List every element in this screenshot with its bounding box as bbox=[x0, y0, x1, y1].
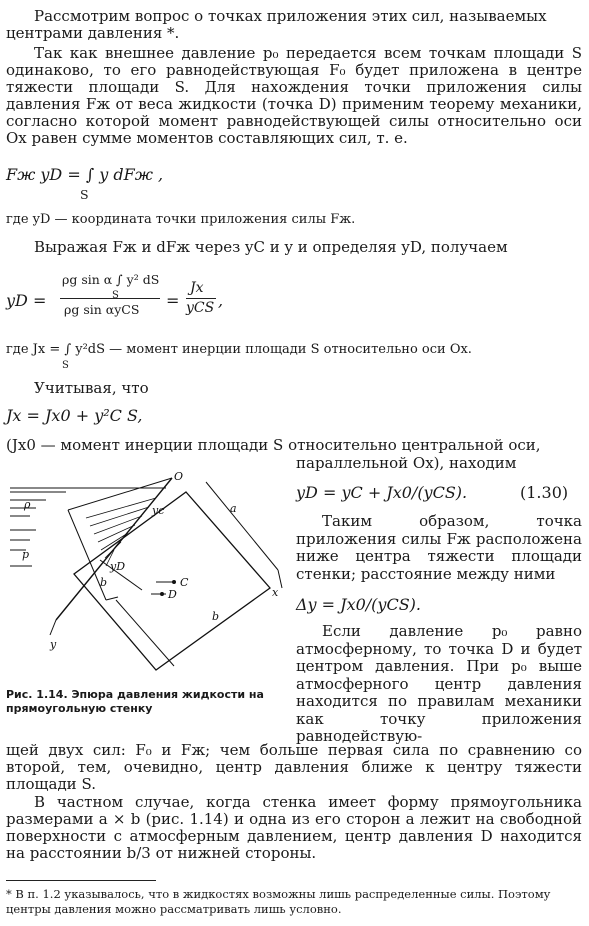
equation-yd-num-subscript: S bbox=[112, 290, 119, 301]
equation-comma: , bbox=[218, 291, 224, 310]
paragraph-jx0: (Jx0 — момент инерции площади S относительно центральной оси, bbox=[6, 436, 541, 454]
label-b: b bbox=[212, 610, 220, 623]
paragraph-two-forces: щей двух сил: F₀ и Fж; чем больше первая сила по сравнению со второй, тем, очевидно, центр давления ближе к центру тяжести площади S. bbox=[6, 741, 582, 793]
label-rho: ρ bbox=[24, 498, 31, 511]
label-yc: yc bbox=[152, 504, 165, 517]
footnote: * В п. 1.2 указывалось, что в жидкостях возможны лишь распределенные силы. Поэтому центры давления можно рассматривать лишь условно. bbox=[6, 887, 551, 916]
paragraph-considering: Учитывая, что bbox=[34, 379, 149, 397]
label-d: D bbox=[168, 588, 177, 601]
paragraph-express: Выражая Fж и dFж через yC и y и определяя yD, получаем bbox=[34, 238, 508, 256]
fraction-bar-2 bbox=[186, 298, 216, 299]
paragraph-conclusion: Таким образом, точка приложения силы Fж расположена ниже центра тяжести площади стенки; расстояние между ними bbox=[296, 512, 582, 583]
equation-moment-subscript: S bbox=[80, 187, 89, 202]
paragraph-parallel: параллельной Ox), находим bbox=[296, 454, 517, 472]
label-x: x bbox=[272, 586, 279, 599]
equation-number: (1.30) bbox=[520, 483, 569, 502]
label-o: O bbox=[174, 470, 184, 483]
label-c: C bbox=[180, 576, 189, 589]
equation-yd-result: yD = yC + Jx0/(yCS). bbox=[296, 483, 468, 502]
label-a: a bbox=[230, 502, 237, 515]
equation-yd-numerator: ρg sin α ∫ y² dS bbox=[62, 272, 160, 287]
fraction-bar bbox=[60, 298, 160, 299]
label-yd: yD bbox=[110, 560, 126, 573]
footnote-rule bbox=[6, 880, 156, 881]
label-y: y bbox=[50, 638, 57, 651]
equation-ycs: yCS bbox=[186, 300, 215, 316]
equation-moment: Fж yD = ∫ y dFж , bbox=[6, 165, 164, 184]
equation-equals: = bbox=[166, 291, 180, 310]
paragraph-atmospheric: Если давление p₀ равно атмосферному, то точка D и будет центром давления. При p₀ выше атмосферного центр давления находится по правилам механики как точку приложения равнодействую- bbox=[296, 622, 582, 745]
where-jx-subscript: S bbox=[62, 360, 69, 371]
figure-caption: Рис. 1.14. Эпюра давления жидкости на прямоугольную стенку bbox=[6, 688, 264, 715]
where-jx: где Jx = ∫ y²dS — момент инерции площади S относительно оси Ox. bbox=[6, 342, 472, 357]
equation-delta-y: Δy = Jx0/(yCS). bbox=[296, 595, 421, 614]
label-p: p bbox=[22, 548, 30, 561]
paragraph-pressure: Так как внешнее давление p₀ передается всем точкам площади S одинаково, то его равнодействующая F₀ будет приложена в центре тяжести площади S. Для нахождения точки приложения силы давления Fж от веса жидкости (точка D) применим теорему механики, согласно которой момент равнодействующей силы относительно оси Ox равен сумме моментов составляющих сил, т. е. bbox=[6, 44, 582, 147]
equation-yd-denominator: ρg sin αyCS bbox=[64, 302, 140, 317]
paragraph-intro: Рассмотрим вопрос о точках приложения этих сил, называемых центрами давления *. bbox=[6, 7, 547, 42]
equation-yd-lhs: yD = bbox=[6, 291, 47, 310]
equation-jx-steiner: Jx = Jx0 + y²C S, bbox=[6, 406, 143, 425]
pressure-diagram bbox=[6, 470, 288, 680]
where-yd: где yD — координата точки приложения силы Fж. bbox=[6, 212, 356, 227]
label-b-small: b bbox=[100, 576, 108, 589]
paragraph-special-case: В частном случае, когда стенка имеет форму прямоугольника размерами a × b (рис. 1.14) и одна из его сторон a лежит на свободной поверхности с атмосферным давлением, центр давления D находится на расстоянии b/3 от нижней стороны. bbox=[6, 793, 582, 862]
equation-jx: Jx bbox=[190, 280, 204, 296]
